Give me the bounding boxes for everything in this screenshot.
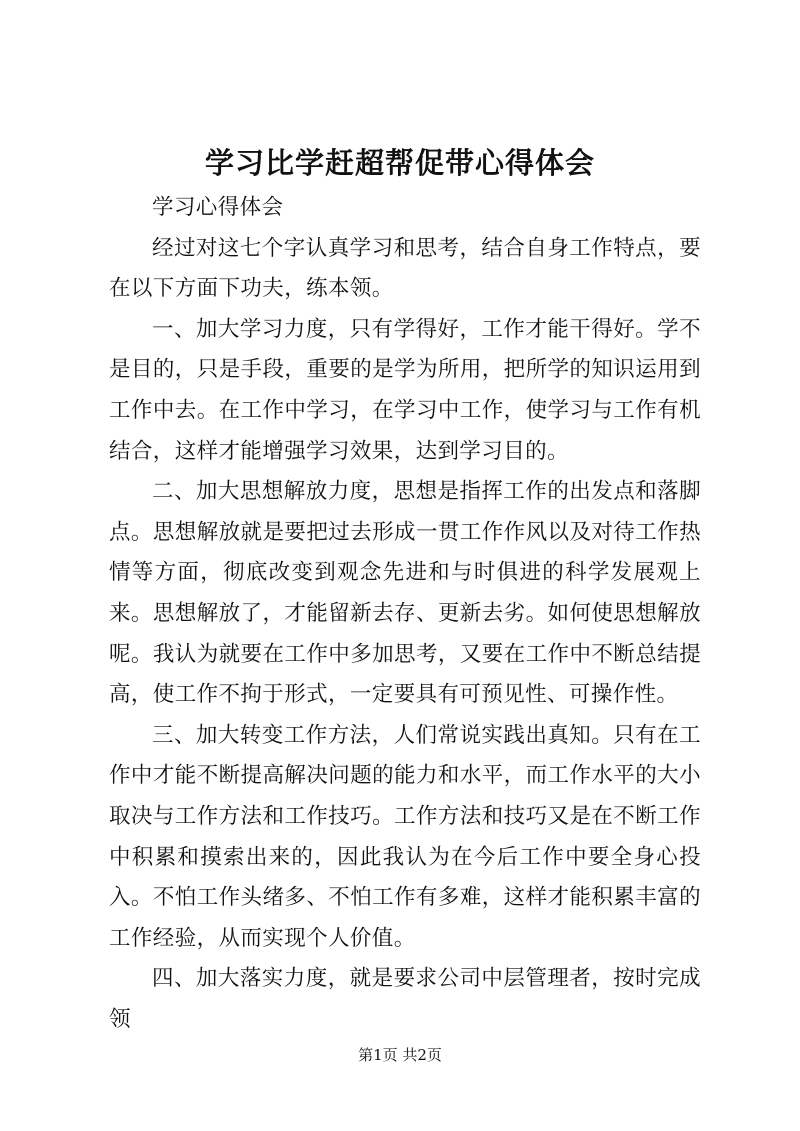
paragraph-intro: 经过对这七个字认真学习和思考，结合自身工作特点，要在以下方面下功夫，练本领。 bbox=[109, 235, 701, 302]
paragraph-subtitle: 学习心得体会 bbox=[152, 195, 284, 220]
paragraph-point-1: 一、加大学习力度，只有学得好，工作才能干得好。学不是目的，只是手段，重要的是学为所用，把所学的知识运用到工作中去。在工作中学习，在学习中工作，使学习与工作有机结合，这样才能增强学习效果，达到学习目的。 bbox=[109, 316, 701, 464]
paragraph-point-3: 三、加大转变工作方法，人们常说实践出真知。只有在工作中才能不断提高解决问题的能力和水平，而工作水平的大小取决与工作方法和工作技巧。工作方法和技巧又是在不断工作中积累和摸索出来的，因此我认为在今后工作中要全身心投入。不怕工作头绪多、不怕工作有多难，这样才能积累丰富的工作经验，从而实现个人价值。 bbox=[109, 722, 701, 951]
paragraph-point-2: 二、加大思想解放力度，思想是指挥工作的出发点和落脚点。思想解放就是要把过去形成一贯工作作风以及对待工作热情等方面，彻底改变到观念先进和与时俱进的科学发展观上来。思想解放了，才能留新去存、更新去劣。如何使思想解放呢。我认为就要在工作中多加思考，又要在工作中不断总结提高，使工作不拘于形式，一定要具有可预见性、可操作性。 bbox=[109, 479, 701, 708]
document-body bbox=[109, 188, 701, 1040]
document-title: 学习比学赶超帮促带心得体会 bbox=[204, 146, 595, 180]
page-number-footer: 第1页 共2页 bbox=[358, 1046, 442, 1064]
paragraph-point-4: 四、加大落实力度，就是要求公司中层管理者，按时完成领 bbox=[109, 966, 701, 1032]
